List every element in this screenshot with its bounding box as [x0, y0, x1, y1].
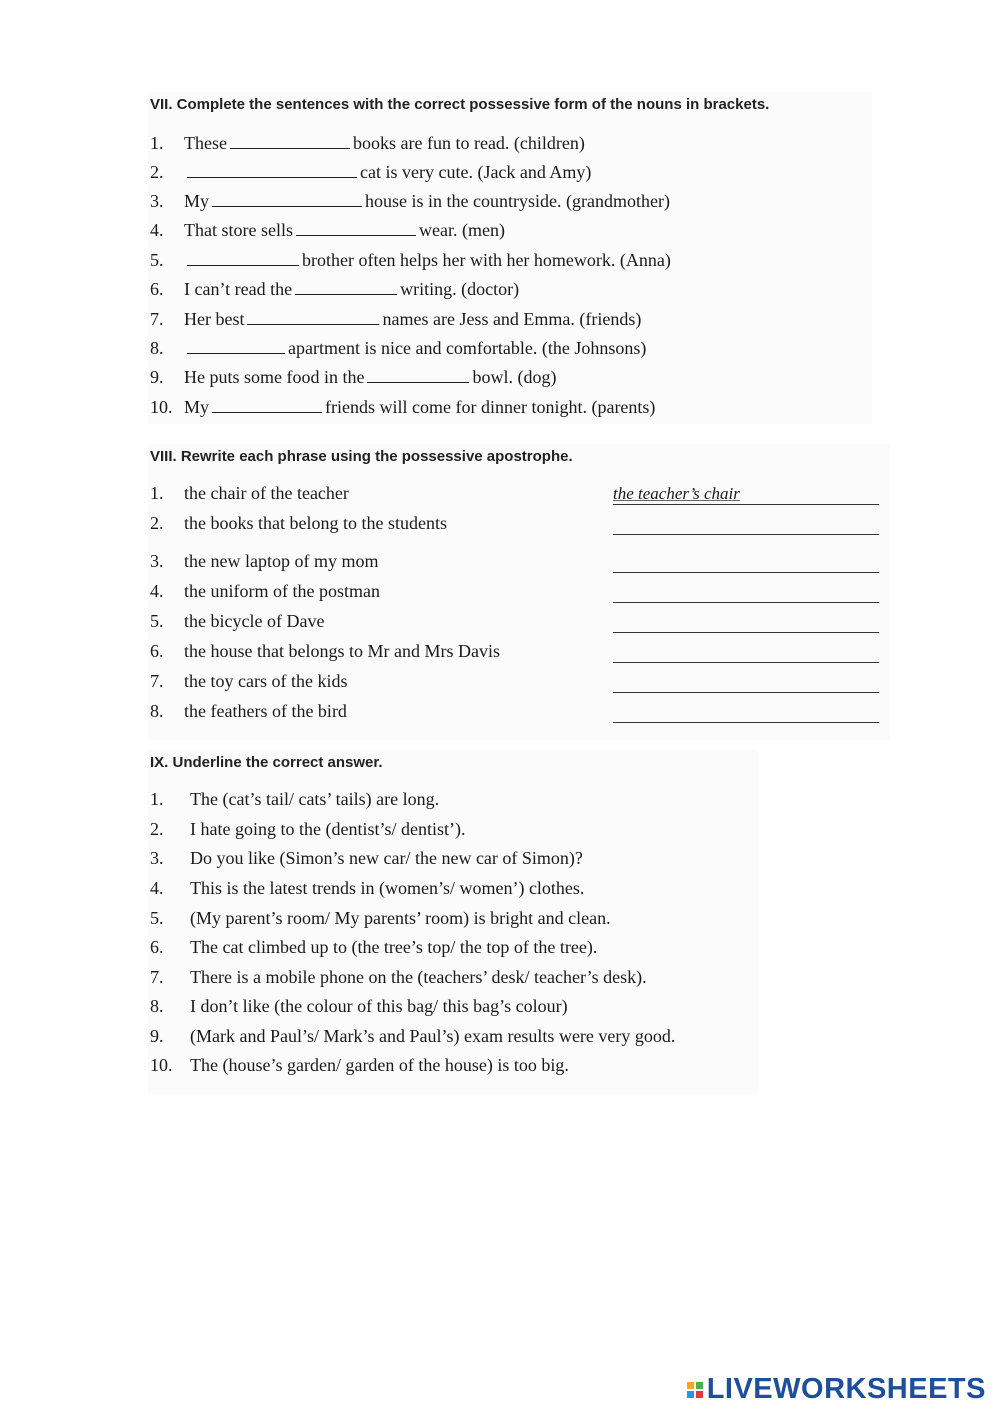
item-text-before: Her best [184, 309, 245, 329]
exercise-item[interactable] [150, 936, 597, 958]
item-text-after: friends will come for dinner tonight. (parents) [325, 397, 656, 417]
exercise-item[interactable] [150, 995, 568, 1017]
exercise-item [150, 132, 585, 154]
exercise-item[interactable] [150, 1025, 675, 1047]
item-text-after: apartment is nice and comfortable. (the Johnsons) [288, 338, 647, 358]
item-text-before: My [184, 191, 210, 211]
exercise-item[interactable] [150, 966, 647, 988]
logo-square [687, 1391, 694, 1398]
exercise-item [150, 640, 500, 662]
item-number: 7. [150, 309, 164, 329]
exercise-item[interactable] [150, 788, 439, 810]
answer-blank[interactable] [230, 134, 350, 149]
exercise-item [150, 278, 519, 300]
item-text-after: bowl. (dog) [472, 367, 557, 387]
section-vii [148, 92, 872, 424]
exercise-item[interactable] [150, 907, 611, 929]
item-text-before: He puts some food in the [184, 367, 365, 387]
item-number: 6. [150, 279, 164, 299]
item-phrase: the house that belongs to Mr and Mrs Davis [184, 641, 500, 661]
exercise-item [150, 161, 591, 183]
item-number: 1. [150, 133, 164, 153]
answer-line[interactable] [613, 484, 879, 505]
item-text-before: These [184, 133, 227, 153]
logo-square [687, 1382, 694, 1389]
answer-line[interactable] [613, 582, 879, 603]
exercise-item [150, 190, 670, 212]
liveworksheets-brand [687, 1373, 986, 1406]
item-number: 6. [150, 937, 164, 957]
item-number: 1. [150, 483, 164, 503]
item-phrase: the feathers of the bird [184, 701, 347, 721]
answer-line[interactable] [613, 612, 879, 633]
section-viii [148, 444, 890, 740]
item-number: 5. [150, 611, 164, 631]
section-ix [148, 750, 758, 1094]
item-text-before: I can’t read the [184, 279, 293, 299]
item-text-after: writing. (doctor) [400, 279, 520, 299]
item-number: 7. [150, 967, 164, 987]
item-number: 7. [150, 671, 164, 691]
item-number: 10. [150, 1055, 173, 1075]
section-ix-heading: IX. Underline the correct answer. [150, 754, 383, 771]
item-number: 3. [150, 848, 164, 868]
exercise-item [150, 700, 347, 722]
exercise-item [150, 550, 378, 572]
exercise-item [150, 396, 655, 418]
item-sentence[interactable]: I hate going to the (dentist’s/ dentist’). [190, 819, 466, 839]
item-number: 2. [150, 513, 164, 533]
item-phrase: the chair of the teacher [184, 483, 349, 503]
item-number: 8. [150, 996, 164, 1016]
item-sentence[interactable]: There is a mobile phone on the (teachers’ desk/ teacher’s desk). [190, 967, 647, 987]
answer-line[interactable] [613, 552, 879, 573]
item-number: 10. [150, 397, 173, 417]
item-number: 2. [150, 162, 164, 182]
item-sentence[interactable]: The (cat’s tail/ cats’ tails) are long. [190, 789, 440, 809]
item-number: 3. [150, 191, 164, 211]
exercise-item [150, 670, 347, 692]
answer-blank[interactable] [212, 398, 322, 413]
answer-line[interactable] [613, 642, 879, 663]
exercise-item [150, 482, 349, 504]
item-number: 5. [150, 250, 164, 270]
item-number: 9. [150, 1026, 164, 1046]
brand-name: LIVEWORKSHEETS [706, 1373, 986, 1405]
item-sentence[interactable]: (My parent’s room/ My parents’ room) is bright and clean. [190, 908, 611, 928]
item-number: 6. [150, 641, 164, 661]
answer-blank[interactable] [187, 339, 285, 354]
item-number: 3. [150, 551, 164, 571]
item-number: 5. [150, 908, 164, 928]
answer-line[interactable] [613, 672, 879, 693]
item-sentence[interactable]: (Mark and Paul’s/ Mark’s and Paul’s) exam results were very good. [190, 1026, 676, 1046]
item-number: 8. [150, 338, 164, 358]
item-sentence[interactable]: This is the latest trends in (women’s/ women’) clothes. [190, 878, 585, 898]
item-sentence[interactable]: I don’t like (the colour of this bag/ this bag’s colour) [190, 996, 568, 1016]
item-phrase: the new laptop of my mom [184, 551, 379, 571]
exercise-item [150, 512, 447, 534]
item-number: 4. [150, 581, 164, 601]
item-sentence[interactable]: The (house’s garden/ garden of the house) is too big. [190, 1055, 569, 1075]
liveworksheets-logo-icon [687, 1382, 703, 1398]
answer-blank[interactable] [187, 251, 299, 266]
answer-line[interactable] [613, 702, 879, 723]
exercise-item [150, 308, 641, 330]
item-text-before: My [184, 397, 210, 417]
item-phrase: the bicycle of Dave [184, 611, 325, 631]
section-viii-heading: VIII. Rewrite each phrase using the possessive apostrophe. [150, 448, 573, 465]
answer-blank[interactable] [295, 280, 397, 295]
item-number: 2. [150, 819, 164, 839]
item-sentence[interactable]: Do you like (Simon’s new car/ the new car of Simon)? [190, 848, 583, 868]
item-number: 4. [150, 878, 164, 898]
item-text-after: wear. (men) [418, 220, 505, 240]
exercise-item [150, 580, 380, 602]
exercise-item[interactable] [150, 1054, 569, 1076]
section-vii-heading: VII. Complete the sentences with the correct possessive form of the nouns in brackets. [150, 96, 770, 113]
exercise-item [150, 249, 671, 271]
answer-line[interactable] [613, 514, 879, 535]
exercise-item[interactable] [150, 847, 583, 869]
item-number: 1. [150, 789, 164, 809]
logo-square [696, 1382, 703, 1389]
answer-blank[interactable] [187, 163, 357, 178]
exercise-item [150, 366, 556, 388]
item-number: 4. [150, 220, 164, 240]
exercise-item [150, 337, 646, 359]
item-number: 9. [150, 367, 164, 387]
exercise-item[interactable] [150, 818, 465, 840]
item-text-after: names are Jess and Emma. (friends) [382, 309, 642, 329]
item-number: 8. [150, 701, 164, 721]
item-phrase: the toy cars of the kids [184, 671, 348, 691]
item-text-after: cat is very cute. (Jack and Amy) [360, 162, 592, 182]
example-answer: the teacher’s chair [613, 484, 740, 503]
item-phrase: the uniform of the postman [184, 581, 380, 601]
exercise-item[interactable] [150, 877, 584, 899]
item-text-after: house is in the countryside. (grandmother) [365, 191, 670, 211]
answer-blank[interactable] [367, 368, 469, 383]
exercise-item [150, 219, 505, 241]
logo-square [696, 1391, 703, 1398]
item-sentence[interactable]: The cat climbed up to (the tree’s top/ the top of the tree). [190, 937, 598, 957]
item-text-after: books are fun to read. (children) [352, 133, 585, 153]
answer-blank[interactable] [212, 192, 362, 207]
item-text-after: brother often helps her with her homework. (Anna) [302, 250, 671, 270]
item-phrase: the books that belong to the students [184, 513, 447, 533]
exercise-item [150, 610, 324, 632]
answer-blank[interactable] [247, 310, 379, 325]
item-text-before: That store sells [184, 220, 293, 240]
answer-blank[interactable] [296, 221, 416, 236]
